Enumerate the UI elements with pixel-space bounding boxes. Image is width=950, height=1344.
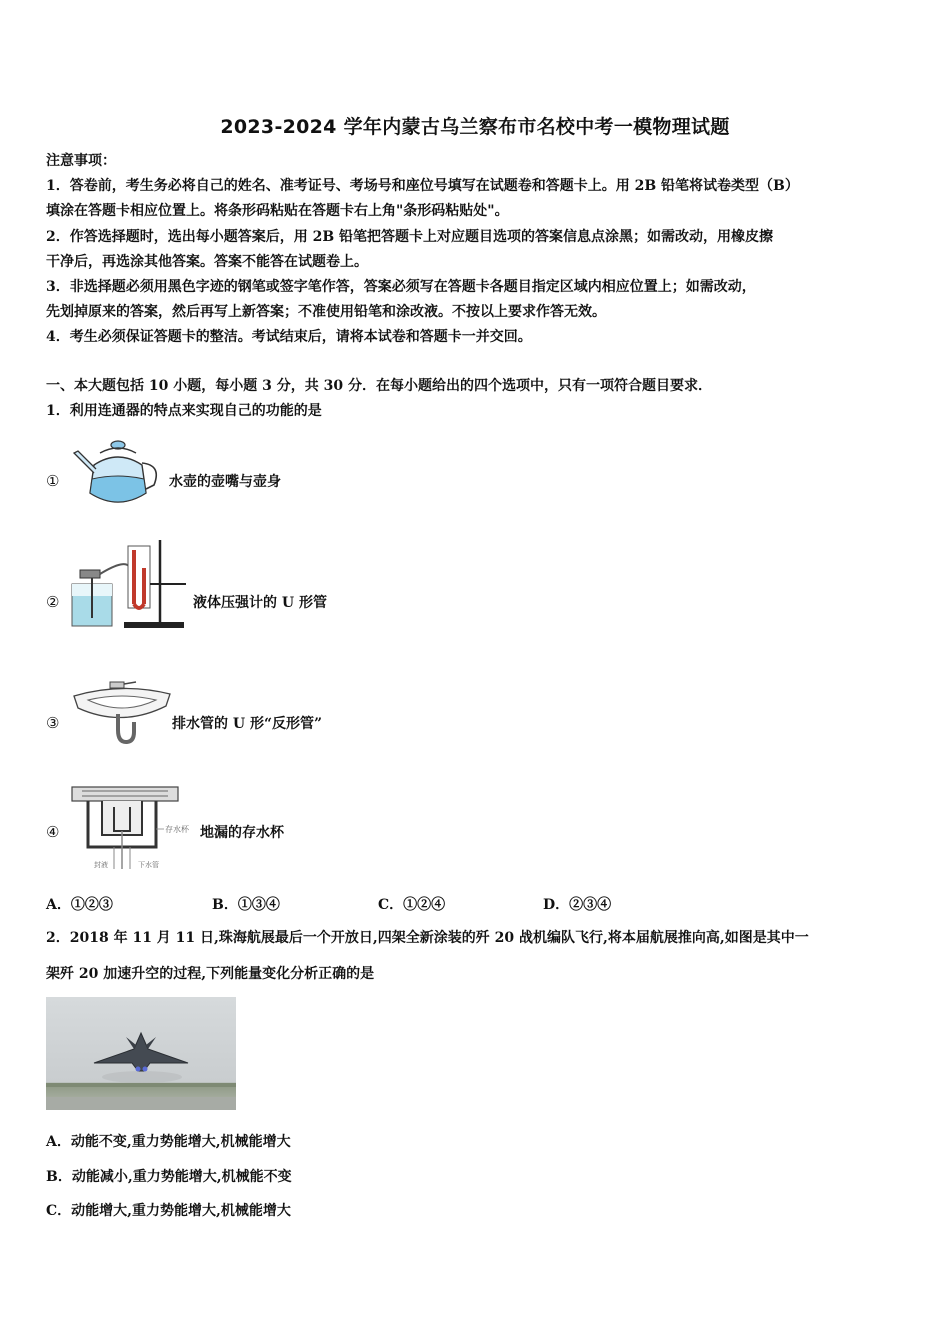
item-label: 排水管的 U 形“反形管” bbox=[172, 716, 323, 732]
item-label: 水壶的壶嘴与壶身 bbox=[169, 474, 281, 490]
option-c[interactable]: C．动能增大,重力势能增大,机械能增大 bbox=[46, 1203, 291, 1219]
option-b[interactable]: B．①③④ bbox=[212, 897, 280, 913]
fig-label-pipe: 下水管 bbox=[138, 861, 159, 869]
notice-line: 干净后，再选涂其他答案。答案不能答在试题卷上。 bbox=[46, 254, 368, 270]
option-c[interactable]: C．①②④ bbox=[378, 897, 446, 913]
notice-line: 2．作答选择题时，选出每小题答案后，用 2B 铅笔把答题卡上对应题目选项的答案信息点涂黑；如需改动，用橡皮擦 bbox=[46, 229, 774, 245]
jet-photo bbox=[46, 997, 236, 1110]
page-title: 2023-2024 学年内蒙古乌兰察布市名校中考一模物理试题 bbox=[220, 116, 730, 138]
notice-line: 3．非选择题必须用黑色字迹的钢笔或签字笔作答，答案必须写在答题卡各题目指定区域内相应位置上；如需改动， bbox=[46, 279, 756, 295]
notice-line: 4．考生必须保证答题卡的整洁。考试结束后，请将本试卷和答题卡一并交回。 bbox=[46, 329, 532, 345]
item-mark: ④ bbox=[46, 823, 60, 841]
fig-label-seal: 封液 bbox=[94, 861, 108, 869]
fig-label-cup: 存水杯 bbox=[165, 825, 189, 834]
question-2-stem: 架歼 20 加速升空的过程,下列能量变化分析正确的是 bbox=[46, 966, 375, 982]
item-label: 液体压强计的 U 形管 bbox=[193, 595, 327, 611]
question-1-stem: 1．利用连通器的特点来实现自己的功能的是 bbox=[46, 403, 322, 419]
sink-figure bbox=[70, 676, 174, 754]
section-heading: 一、本大题包括 10 小题，每小题 3 分，共 30 分．在每小题给出的四个选项中，只有一项符合题目要求． bbox=[46, 378, 712, 394]
item-mark: ② bbox=[46, 593, 60, 611]
option-a[interactable]: A．①②③ bbox=[46, 897, 113, 913]
notice-heading: 注意事项： bbox=[46, 153, 116, 169]
floor-drain-figure bbox=[68, 783, 202, 873]
item-label: 地漏的存水杯 bbox=[200, 825, 284, 841]
item-mark: ① bbox=[46, 472, 60, 490]
notice-line: 1．答卷前，考生务必将自己的姓名、准考证号、考场号和座位号填写在试题卷和答题卡上。用 2B 铅笔将试卷类型（B） bbox=[46, 178, 799, 194]
question-2-stem: 2．2018 年 11 月 11 日,珠海航展最后一个开放日,四架全新涂装的歼 20 战机编队飞行,将本届航展推向高,如图是其中一 bbox=[46, 930, 809, 946]
option-d[interactable]: D．②③④ bbox=[543, 897, 612, 913]
option-a[interactable]: A．动能不变,重力势能增大,机械能增大 bbox=[46, 1134, 291, 1150]
option-b[interactable]: B．动能减小,重力势能增大,机械能不变 bbox=[46, 1169, 292, 1185]
kettle-figure bbox=[70, 433, 166, 513]
item-mark: ③ bbox=[46, 714, 60, 732]
manometer-figure bbox=[68, 538, 192, 632]
notice-line: 先划掉原来的答案，然后再写上新答案；不准使用铅笔和涂改液。不按以上要求作答无效。 bbox=[46, 304, 606, 320]
notice-line: 填涂在答题卡相应位置上。将条形码粘贴在答题卡右上角"条形码粘贴处"。 bbox=[46, 203, 509, 219]
